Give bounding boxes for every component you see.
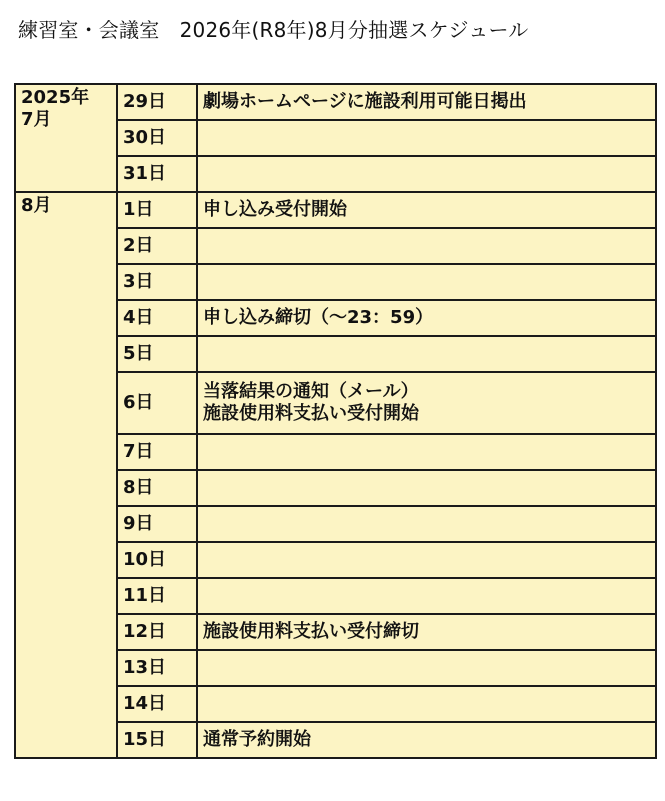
event-text: 劇場ホームページに施設利用可能日掲出 <box>203 91 527 112</box>
event-text: 当落結果の通知（メール） <box>203 381 419 402</box>
month-cell-08 <box>15 192 117 758</box>
event-cell <box>197 614 656 650</box>
event-cell <box>197 470 656 506</box>
day-cell: 6日 <box>117 372 197 434</box>
month-label: 8月 <box>21 195 52 216</box>
event-cell <box>197 542 656 578</box>
day-cell: 10日 <box>117 542 197 578</box>
event-cell <box>197 120 656 156</box>
day-cell: 1日 <box>117 192 197 228</box>
event-cell <box>197 264 656 300</box>
event-cell <box>197 506 656 542</box>
event-cell <box>197 686 656 722</box>
day-cell: 14日 <box>117 686 197 722</box>
event-cell <box>197 336 656 372</box>
event-cell <box>197 372 656 434</box>
month-year-label: 2025年 <box>21 87 90 108</box>
event-cell <box>197 156 656 192</box>
day-cell: 13日 <box>117 650 197 686</box>
event-cell <box>197 650 656 686</box>
month-label: 7月 <box>21 109 52 130</box>
table-row <box>15 84 656 120</box>
event-text: 申し込み締切（～23：59） <box>203 307 434 328</box>
event-cell <box>197 300 656 336</box>
event-cell <box>197 578 656 614</box>
event-cell <box>197 192 656 228</box>
day-cell: 12日 <box>117 614 197 650</box>
day-cell: 2日 <box>117 228 197 264</box>
day-cell: 3日 <box>117 264 197 300</box>
month-cell-2025-07 <box>15 84 117 192</box>
day-cell: 9日 <box>117 506 197 542</box>
event-text: 通常予約開始 <box>203 729 311 750</box>
day-cell: 5日 <box>117 336 197 372</box>
event-cell <box>197 84 656 120</box>
day-cell: 31日 <box>117 156 197 192</box>
day-cell: 4日 <box>117 300 197 336</box>
event-text: 施設使用料支払い受付締切 <box>203 621 419 642</box>
event-cell <box>197 434 656 470</box>
page-title: 練習室・会議室 2026年(R8年)8月分抽選スケジュール <box>18 18 529 42</box>
day-cell: 8日 <box>117 470 197 506</box>
day-cell: 15日 <box>117 722 197 758</box>
event-cell <box>197 228 656 264</box>
day-cell: 30日 <box>117 120 197 156</box>
event-text: 申し込み受付開始 <box>203 199 347 220</box>
table-row <box>15 192 656 228</box>
day-cell: 29日 <box>117 84 197 120</box>
event-text: 施設使用料支払い受付開始 <box>203 403 419 424</box>
event-cell <box>197 722 656 758</box>
day-cell: 11日 <box>117 578 197 614</box>
day-cell: 7日 <box>117 434 197 470</box>
schedule-table <box>14 83 657 759</box>
